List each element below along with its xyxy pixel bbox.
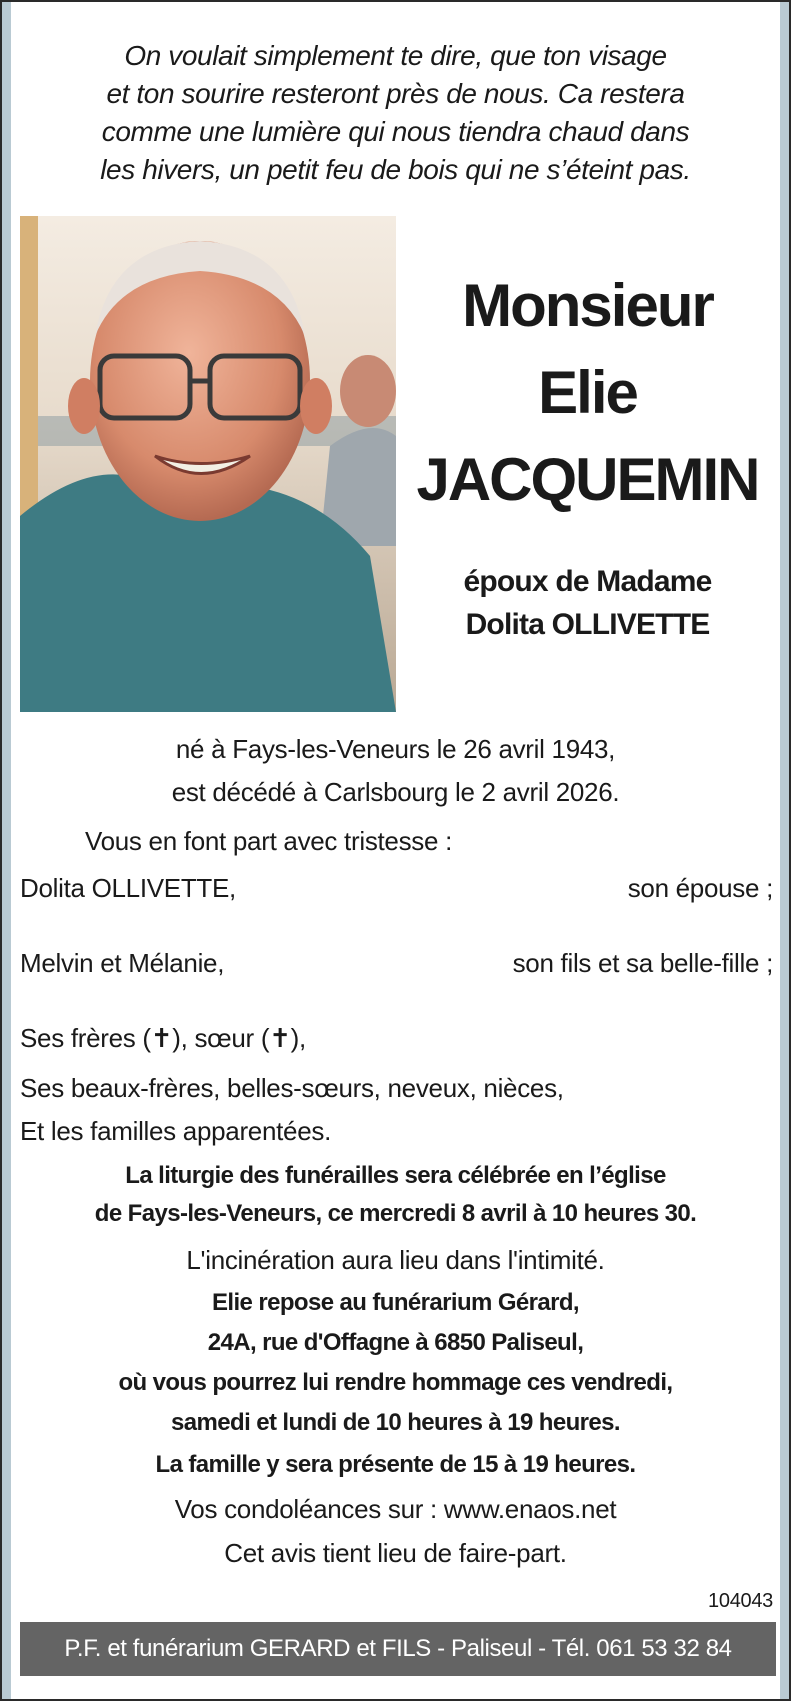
- quote-line: On voulait simplement te dire, que ton visage: [124, 40, 667, 71]
- birth-info: né à Fays-les-Veneurs le 26 avril 1943,: [175, 734, 616, 764]
- right-border-band: [780, 2, 789, 1699]
- deceased-first-name: Elie: [538, 359, 637, 426]
- funeral-home-line: 24A, rue d'Offagne à 6850 Paliseul,: [207, 1329, 584, 1356]
- funeral-home-line: où vous pourrez lui rendre hommage ces vendredi,: [118, 1369, 673, 1396]
- relatives-line: Ses beaux-frères, belles-sœurs, neveux, nièces,: [20, 1073, 564, 1103]
- liturgy-line: de Fays-les-Veneurs, ce mercredi 8 avril à 10 heures 30.: [94, 1200, 697, 1227]
- deceased-last-name: JACQUEMIN: [416, 446, 759, 513]
- footer-text: P.F. et funérarium GERARD et FILS - Paliseul - Tél. 061 53 32 84: [64, 1635, 732, 1662]
- quote-line: et ton sourire resteront près de nous. Ca restera: [106, 78, 685, 109]
- family-member-relation: son épouse ;: [627, 873, 773, 903]
- family-member-name: Melvin et Mélanie,: [20, 948, 225, 978]
- funeral-home-line: samedi et lundi de 10 heures à 19 heures.: [171, 1409, 620, 1436]
- quote-line: les hivers, un petit feu de bois qui ne s’éteint pas.: [100, 154, 691, 185]
- condolences-link: Vos condoléances sur : www.enaos.net: [174, 1494, 617, 1524]
- spouse-line: époux de Madame: [463, 565, 712, 598]
- funeral-home-footer: [20, 1622, 776, 1676]
- quote-line: comme une lumière qui nous tiendra chaud dans: [101, 116, 690, 147]
- funeral-home-line: Elie repose au funérarium Gérard,: [211, 1289, 579, 1316]
- spouse-name: Dolita OLLIVETTE: [465, 608, 710, 641]
- left-border-band: [2, 2, 11, 1699]
- reference-number: 104043: [708, 1590, 773, 1612]
- family-member-name: Dolita OLLIVETTE,: [20, 873, 236, 903]
- deceased-title: Monsieur: [462, 272, 713, 339]
- relatives-line: Et les familles apparentées.: [20, 1116, 331, 1146]
- notice-text: Cet avis tient lieu de faire-part.: [224, 1538, 567, 1568]
- family-presence: La famille y sera présente de 15 à 19 heures.: [155, 1451, 636, 1478]
- relatives-line: Ses frères (✝), sœur (✝),: [20, 1023, 306, 1053]
- portrait-photo: [20, 216, 396, 712]
- family-member-relation: son fils et sa belle-fille ;: [512, 948, 773, 978]
- death-info: est décédé à Carlsbourg le 2 avril 2026.: [171, 777, 620, 807]
- announcement: Vous en font part avec tristesse :: [85, 826, 453, 856]
- cremation-info: L'incinération aura lieu dans l'intimité.: [186, 1245, 605, 1275]
- liturgy-line: La liturgie des funérailles sera célébrée en l’église: [125, 1162, 666, 1189]
